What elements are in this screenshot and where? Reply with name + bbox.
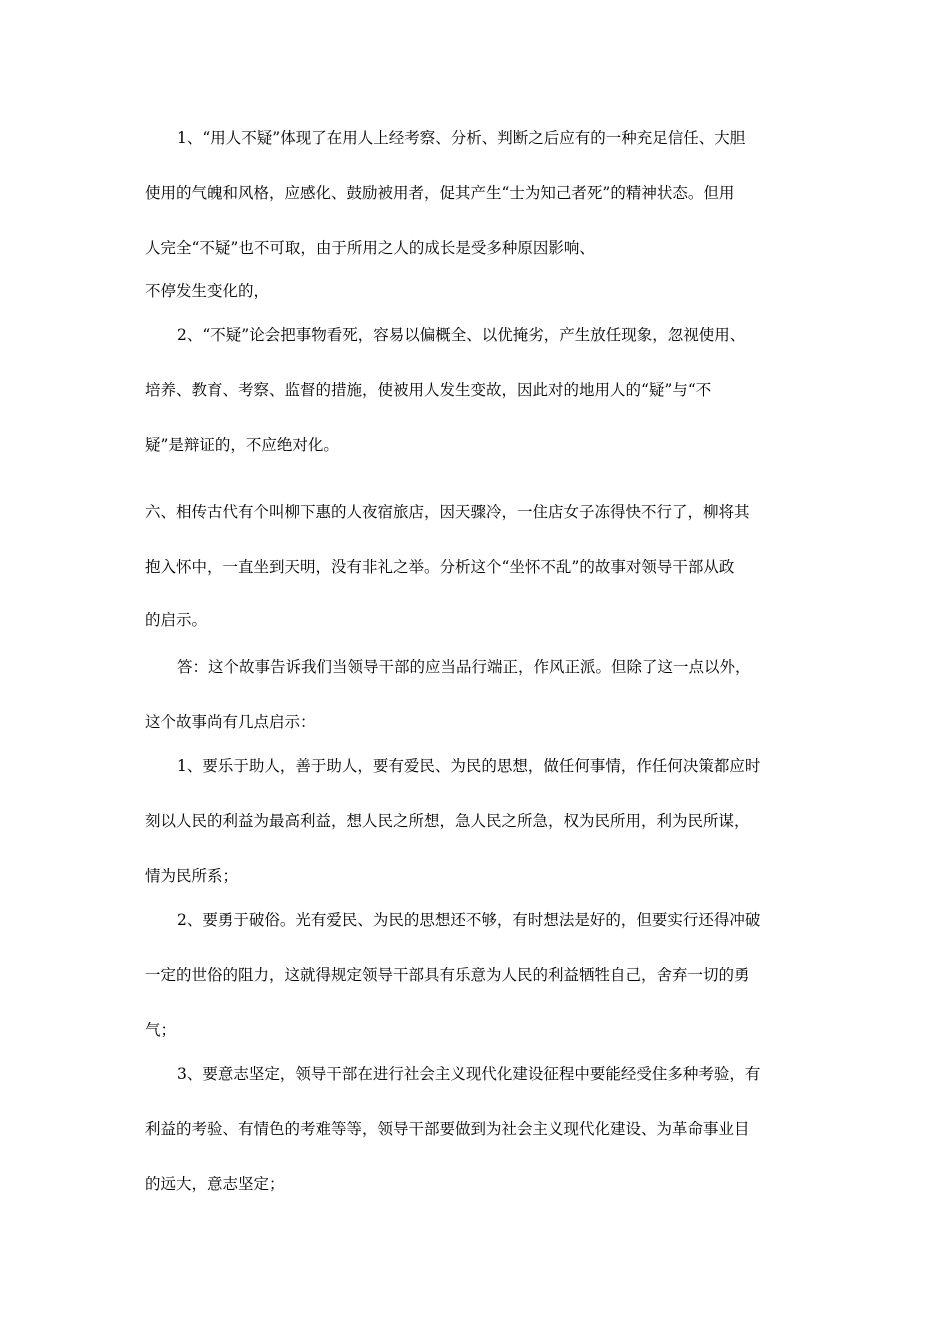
text-line: 刻以人民的利益为最高利益，想人民之所想，急人民之所急，权为民所用，利为民所谋，: [145, 812, 750, 830]
text-line: 2、“不疑”论会把事物看死，容易以偏概全、以优掩劣，产生放任现象，忽视使用、: [177, 326, 746, 344]
text-line: 这个故事尚有几点启示：: [145, 713, 316, 731]
text-line: 情为民所系；: [145, 867, 239, 885]
text-line: 2、要勇于破俗。光有爱民、为民的思想还不够，有时想法是好的，但要实行还得冲破: [177, 911, 761, 929]
text-line: 培养、教育、考察、监督的措施，使被用人发生变故，因此对的地用人的“疑”与“不: [145, 381, 712, 399]
text-line: 1、要乐于助人，善于助人，要有爱民、为民的思想，做任何事情，作任何决策都应时: [177, 757, 761, 775]
text-line: 气；: [145, 1021, 177, 1039]
text-line: 人完全“不疑”也不可取，由于所用之人的成长是受多种原因影响、: [145, 239, 595, 257]
text-line: 六、相传古代有个叫柳下惠的人夜宿旅店，因天骤冷，一住店女子冻得快不行了，柳将其: [145, 503, 750, 521]
text-line: 抱入怀中，一直坐到天明，没有非礼之举。分析这个“坐怀不乱”的故事对领导干部从政: [145, 558, 735, 576]
text-line: 不停发生变化的，: [145, 282, 270, 300]
text-line: 的启示。: [145, 611, 208, 629]
text-line: 答：这个故事告诉我们当领导干部的应当品行端正，作风正派。但除了这一点以外，: [177, 658, 751, 676]
text-line: 的远大，意志坚定；: [145, 1175, 285, 1193]
text-line: 利益的考验、有情色的考难等等，领导干部要做到为社会主义现代化建设、为革命事业目: [145, 1120, 750, 1138]
text-line: 1、“用人不疑”体现了在用人上经考察、分析、判断之后应有的一种充足信任、大胆: [177, 129, 746, 147]
text-line: 3、要意志坚定，领导干部在进行社会主义现代化建设征程中要能经受住多种考验，有: [177, 1065, 761, 1083]
text-line: 一定的世俗的阻力，这就得规定领导干部具有乐意为人民的利益牺牲自己，舍弃一切的勇: [145, 966, 750, 984]
text-line: 使用的气魄和风格，应感化、鼓励被用者，促其产生“士为知己者死”的精神状态。但用: [145, 184, 735, 202]
text-line: 疑”是辩证的，不应绝对化。: [145, 436, 339, 454]
